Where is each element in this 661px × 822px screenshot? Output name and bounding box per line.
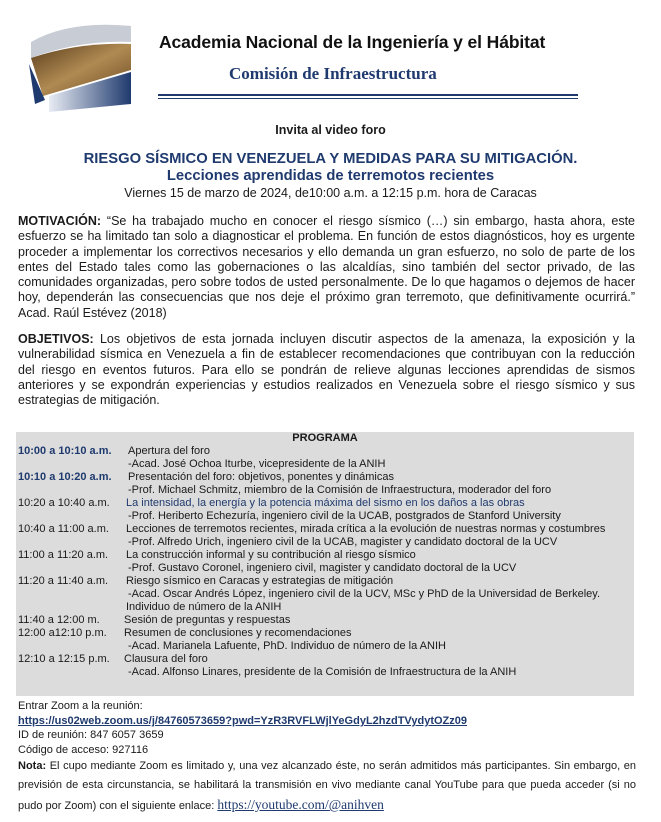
academy-logo bbox=[29, 12, 131, 115]
program-title: PROGRAMA bbox=[292, 432, 358, 444]
program-box bbox=[16, 432, 634, 696]
program-item bbox=[18, 653, 632, 666]
program-item bbox=[18, 549, 632, 562]
program-item bbox=[18, 614, 632, 627]
program-item bbox=[18, 523, 632, 536]
objectives-label: OBJETIVOS: bbox=[18, 332, 94, 346]
program-item-title: Clausura del foro bbox=[124, 653, 208, 665]
program-item-time: 10:00 a 10:10 a.m. bbox=[18, 445, 112, 457]
objectives-text: Los objetivos de esta jornada incluyen discutir aspectos de la amenaza, la exposición y la vulnerabilidad sísmica en Venezuela a fin de establecer recomendaciones que contribuyan con la reducción del riesgo en eventos futuros. Para ello se pondrán de relieve algunas lecciones aprendidas de sismos anteriores y se expondrán experiencias y estudios realizados en Venezuela sobre el riesgo sísmico y sus estrategias de mitigación. bbox=[18, 332, 635, 408]
youtube-link[interactable]: https://youtube.com/@anihven bbox=[217, 797, 384, 812]
event-subtitle: Lecciones aprendidas de terremotos recientes bbox=[166, 168, 495, 184]
program-item-title: Apertura del foro bbox=[128, 445, 210, 457]
program-item-title: Sesión de preguntas y respuestas bbox=[124, 614, 291, 626]
program-item-title: Presentación del foro: objetivos, ponentes y dinámicas bbox=[128, 471, 394, 483]
program-item bbox=[18, 497, 632, 510]
program-item-speaker: -Acad. Alfonso Linares, presidente de la Comisión de Infraestructura de la ANIH bbox=[128, 666, 517, 678]
program-item bbox=[18, 575, 632, 588]
program-item-time: 10:40 a 11:00 a.m. bbox=[18, 523, 109, 535]
program-item bbox=[18, 445, 632, 458]
header-divider bbox=[158, 94, 578, 96]
program-item-title: La construcción informal y su contribución al riesgo sísmico bbox=[126, 549, 416, 561]
event-title: RIESGO SÍSMICO EN VENEZUELA Y MEDIDAS PARA SU MITIGACIÓN. bbox=[83, 151, 578, 167]
program-item-speaker: -Acad. José Ochoa Iturbe, vicepresidente de la ANIH bbox=[128, 458, 386, 470]
zoom-meeting-id: ID de reunión: 847 6057 3659 bbox=[18, 729, 164, 741]
note-paragraph bbox=[18, 757, 636, 816]
motivation-text: “Se ha trabajado mucho en conocer el riesgo sísmico (…) sin embargo, hasta ahora, este esfuerzo se ha limitado tan solo a diagnosticar el problema. En función de estos diagnósticos, hoy es urgente proceder a implementar los correctivos necesarios y ello demanda un gran esfuerzo, no solo de parte de los entes del Estado tales como las gobernaciones o las alcaldías, sino también del sector privado, de las comunidades organizadas, pero sobre todos de usted personalmente. De lo que hagamos o dejemos de hacer hoy, dependerán las consecuencias que nos deje el próximo gran terremoto, que definitivamente ocurrirá.” Acad. Raúl Estévez (2018) bbox=[18, 214, 635, 320]
zoom-link[interactable]: https://us02web.zoom.us/j/84760573659?pwd=YzR3RVFLWjlYeGdyL2hzdTVydytOZz09 bbox=[18, 715, 467, 727]
program-item-time: 11:40 a 12:00 m. bbox=[18, 614, 100, 626]
program-item-time: 11:00 a 11:20 a.m. bbox=[18, 549, 109, 561]
program-item-speaker: -Prof. Alfredo Urich, ingeniero civil de la UCAB, magister y candidato doctoral de la UCV bbox=[128, 536, 558, 548]
program-item-time: 12:10 a 12:15 p.m. bbox=[18, 653, 110, 665]
program-item-time: 10:10 a 10:20 a.m. bbox=[18, 471, 112, 483]
event-date: Viernes 15 de marzo de 2024, de10:00 a.m. a 12:15 p.m. hora de Caracas bbox=[124, 186, 537, 200]
program-item-speaker: -Acad. Marianela Lafuente, PhD. Individuo de número de la ANIH bbox=[128, 640, 446, 652]
program-item-time: 12:00 a12:10 p.m. bbox=[18, 627, 107, 639]
program-item bbox=[18, 471, 632, 484]
program-item-title: La intensidad, la energía y la potencia máxima del sismo en los daños a las obras bbox=[126, 497, 525, 509]
program-item-speaker: -Prof. Michael Schmitz, miembro de la Comisión de Infraestructura, moderador del foro bbox=[128, 484, 552, 496]
program-item-time: 11:20 a 11:40 a.m. bbox=[18, 575, 109, 587]
note-label: Nota: bbox=[18, 760, 47, 772]
commission-title: Comisión de Infraestructura bbox=[229, 64, 437, 83]
program-item-speaker: -Prof. Heriberto Echezuría, ingeniero civil de la UCAB, postgrados de Stanford University bbox=[128, 510, 561, 522]
program-item-speaker: -Acad. Oscar Andrés López, ingeniero civil de la UCV, MSc y PhD de la Universidad de Berkeley. bbox=[128, 588, 601, 600]
program-item bbox=[18, 627, 632, 640]
program-item-title: Lecciones de terremotos recientes, mirada crítica a la evolución de nuestras normas y costumbres bbox=[126, 523, 606, 535]
invite-text: Invita al video foro bbox=[275, 123, 386, 137]
program-item-title: Riesgo sísmico en Caracas y estrategias de mitigación bbox=[126, 575, 394, 587]
program-item-speaker: Individuo de número de la ANIH bbox=[126, 601, 282, 613]
zoom-passcode: Código de acceso: 927116 bbox=[18, 744, 149, 756]
program-item-time: 10:20 a 10:40 a.m. bbox=[18, 497, 110, 509]
motivation-paragraph bbox=[18, 214, 635, 321]
note-text: El cupo mediante Zoom es limitado y, una vez alcanzado éste, no serán admitidos más participantes. Sin embargo, en previsión de esta circunstancia, se habilitará la transmisión en vivo mediante canal YouTube para que pueda acceder (si no pudo por Zoom) con el siguiente enlace: bbox=[18, 760, 636, 812]
program-item-speaker: -Prof. Gustavo Coronel, ingeniero civil, magister y candidato doctoral de la UCV bbox=[128, 562, 517, 574]
program-item-title: Resumen de conclusiones y recomendaciones bbox=[124, 627, 352, 639]
motivation-label: MOTIVACIÓN: bbox=[18, 214, 102, 228]
academy-title: Academia Nacional de la Ingeniería y el Hábitat bbox=[159, 32, 546, 52]
objectives-paragraph bbox=[18, 332, 635, 408]
zoom-intro: Entrar Zoom a la reunión: bbox=[18, 700, 143, 712]
header-divider-thin bbox=[158, 98, 578, 99]
